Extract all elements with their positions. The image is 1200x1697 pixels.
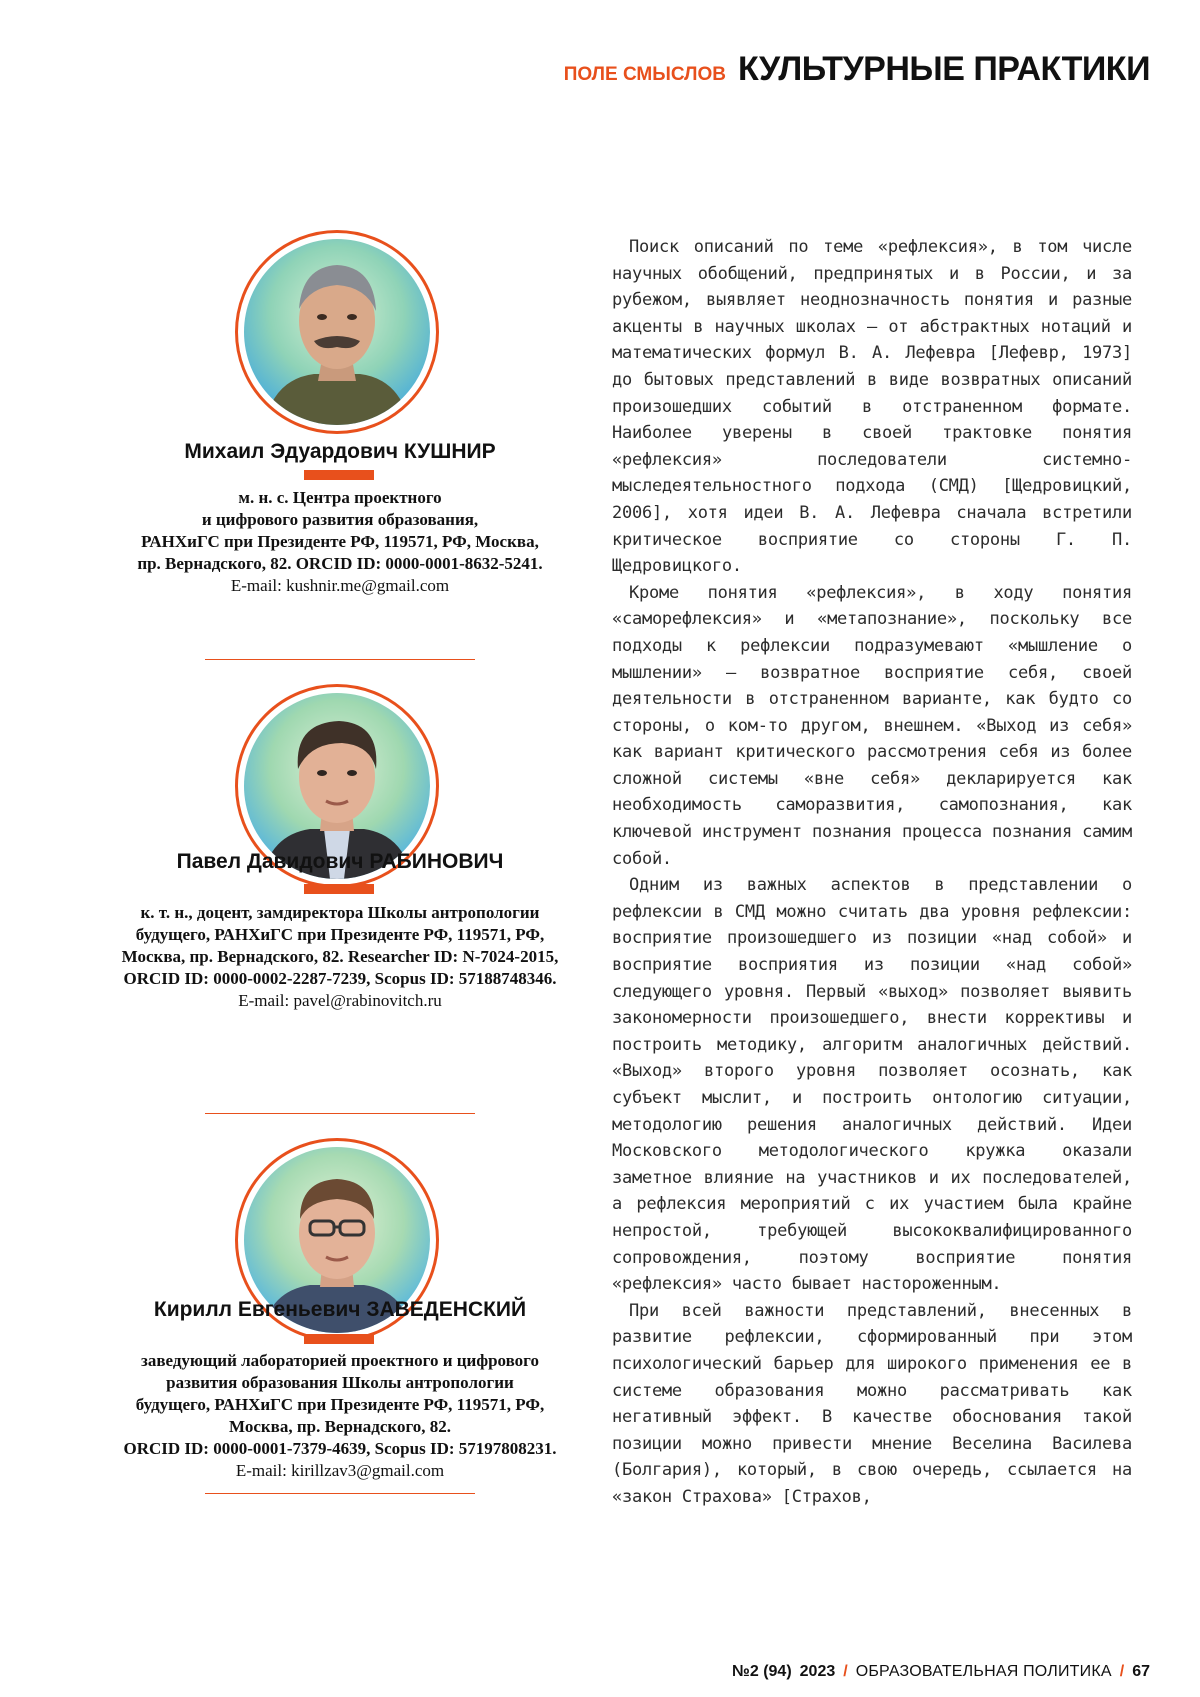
author-name: Михаил Эдуардович КУШНИР — [70, 440, 610, 464]
affiliation-line: и цифрового развития образования, — [70, 509, 610, 531]
affiliation-line: Москва, пр. Вернадского, 82. — [70, 1416, 610, 1438]
affiliation-line: развития образования Школы антропологии — [70, 1372, 610, 1394]
affiliation-line: ORCID ID: 0000-0001-7379-4639, Scopus ID: 57197808231. — [70, 1438, 610, 1460]
page-footer — [732, 1663, 1150, 1681]
author-email[interactable]: E-mail: kushnir.me@gmail.com — [70, 575, 610, 597]
article-body — [612, 234, 1132, 1511]
article-paragraph: Поиск описаний по теме «рефлексия», в том числе научных обобщений, предпринятых и в России, и за рубежом, выявляет неоднозначность понятия и разные акценты в научных школах – от абстрактных нотаций и математических формул В. А. Лефевра [Лефевр, 1973] до бытовых представлений в виде возвратных описаний произошедших событий в отстраненном формате. Наиболее уверены в своей трактовке понятия «рефлексия» последователи системно-мыследеятельностного подхода (СМД) [Щедровицкий, 2006], хотя идеи В. А. Лефевра сначала встретили критическое восприятие со стороны Г. П. Щедровицкого. — [612, 234, 1132, 580]
affiliation-line: м. н. с. Центра проектного — [70, 487, 610, 509]
affiliation-line: ORCID ID: 0000-0002-2287-7239, Scopus ID: 57188748346. — [70, 968, 610, 990]
slash-divider: / — [1120, 1663, 1124, 1681]
affiliation-line: будущего, РАНХиГС при Президенте РФ, 119571, РФ, — [70, 1394, 610, 1416]
author-affiliation — [70, 487, 610, 597]
author-divider — [205, 659, 475, 660]
issue-number: №2 (94) — [732, 1663, 792, 1681]
name-underline-bar — [304, 470, 374, 480]
name-underline-bar — [304, 884, 374, 894]
author-affiliation — [70, 1350, 610, 1482]
author-divider — [205, 1113, 475, 1114]
author-affiliation — [70, 902, 610, 1012]
affiliation-line: РАНХиГС при Президенте РФ, 119571, РФ, Москва, — [70, 531, 610, 553]
article-paragraph: При всей важности представлений, внесенных в развитие рефлексии, сформированный при этом психологический барьер для широкого применения ее в системе образования можно рассматривать как негативный эффект. В качестве обоснования такой позиции можно привести мнение Веселина Василева (Болгария), который, в свою очередь, ссылается на «закон Страхова» [Страхов, — [612, 1298, 1132, 1511]
author-email[interactable]: E-mail: pavel@rabinovitch.ru — [70, 990, 610, 1012]
affiliation-line: заведующий лабораторией проектного и цифрового — [70, 1350, 610, 1372]
slash-divider: / — [843, 1663, 847, 1681]
author-divider — [205, 1493, 475, 1494]
section-title: КУЛЬТУРНЫЕ ПРАКТИКИ — [738, 50, 1150, 89]
issue-year: 2023 — [800, 1663, 836, 1681]
affiliation-line: Москва, пр. Вернадского, 82. Researcher ID: N-7024-2015, — [70, 946, 610, 968]
name-underline-bar — [304, 1334, 374, 1344]
author-email[interactable]: E-mail: kirillzav3@gmail.com — [70, 1460, 610, 1482]
rubric-label: ПОЛЕ СМЫСЛОВ — [564, 64, 726, 86]
affiliation-line: пр. Вернадского, 82. ORCID ID: 0000-0001-8632-5241. — [70, 553, 610, 575]
page-number: 67 — [1132, 1663, 1150, 1681]
author-portrait — [235, 230, 439, 434]
affiliation-line: к. т. н., доцент, замдиректора Школы антропологии — [70, 902, 610, 924]
author-name: Кирилл Евгеньевич ЗАВЕДЕНСКИЙ — [70, 1298, 610, 1322]
portrait-illustration — [244, 239, 430, 425]
running-header — [564, 50, 1150, 89]
article-paragraph: Кроме понятия «рефлексия», в ходу понятия «саморефлексия» и «метапознание», поскольку все подходы к рефлексии подразумевают «мышление о мышлении» – возвратное восприятие себя, своей деятельности в отстраненном варианте, как будто со стороны, о ком-то другом, внешнем. «Выход из себя» как вариант критического рассмотрения себя из более сложной системы «вне себя» декларируется как необходимость саморазвития, самопознания, как ключевой инструмент познания процесса познания самим собой. — [612, 580, 1132, 873]
affiliation-line: будущего, РАНХиГС при Президенте РФ, 119571, РФ, — [70, 924, 610, 946]
author-name: Павел Давидович РАБИНОВИЧ — [70, 850, 610, 874]
journal-title: ОБРАЗОВАТЕЛЬНАЯ ПОЛИТИКА — [856, 1663, 1112, 1681]
article-paragraph: Одним из важных аспектов в представлении о рефлексии в СМД можно считать два уровня рефлексии: восприятие произошедшего из позиции «над собой» и восприятие восприятия из позиции «над собой» следующего уровня. Первый «выход» позволяет выявить закономерности произошедшего, внести коррективы и построить методику, алгоритм аналогичных действий. «Выход» второго уровня позволяет осознать, как субъект мыслит, и построить онтологию ситуации, методологию решения аналогичных действий. Идеи Московского методологического кружка оказали заметное влияние на участников и их последователей, а рефлексия мероприятий с их участием была крайне непростой, требующей высококвалифицированного сопровождения, поэтому восприятие понятия «рефлексия» часто бывает настороженным. — [612, 872, 1132, 1298]
